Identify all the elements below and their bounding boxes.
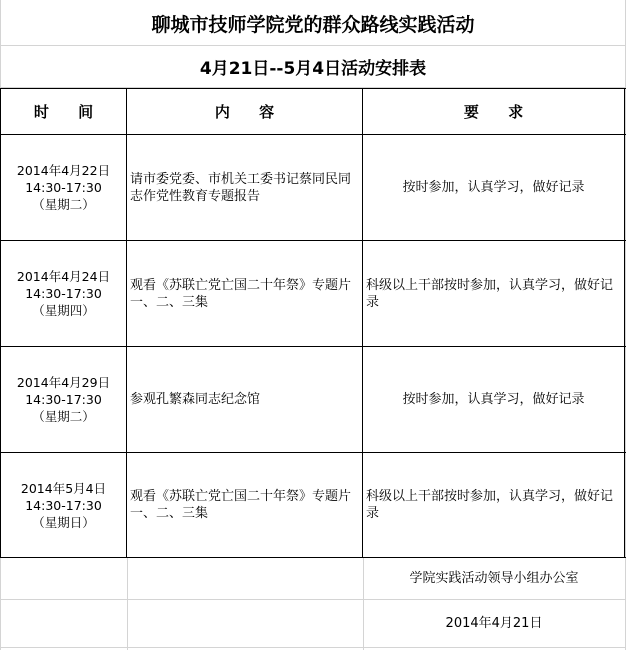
header-requirement: 要 求	[463, 103, 536, 121]
table-row-time	[1, 241, 126, 346]
row-requirement: 科级以上干部按时参加，认真学习，做好记录	[366, 277, 614, 310]
row-content: 观看《苏联亡党亡国二十年祭》专题片一、二、三集	[130, 277, 352, 310]
document-title: 聊城市技师学院党的群众路线实践活动	[151, 14, 475, 36]
row-hours: 14:30-17:30	[25, 497, 102, 513]
document-subtitle: 4月21日--5月4日活动安排表	[199, 59, 427, 79]
row-weekday: （星期日）	[32, 514, 95, 530]
footer-date: 2014年4月21日	[445, 616, 543, 631]
grid-line	[0, 647, 626, 648]
table-row-time	[1, 135, 126, 240]
row-hours: 14:30-17:30	[25, 286, 102, 301]
grid-line	[127, 558, 128, 650]
row-weekday: （星期二）	[32, 197, 95, 212]
row-date: 2014年4月24日	[16, 269, 111, 284]
row-content: 参观孔繁森同志纪念馆	[130, 392, 261, 407]
header-time: 时 间	[33, 103, 106, 121]
header-content: 内 容	[214, 103, 287, 121]
footer-office: 学院实践活动领导小组办公室	[409, 571, 579, 586]
row-date: 2014年5月4日	[20, 480, 107, 496]
table-row-time	[1, 453, 126, 557]
row-content: 请市委党委、市机关工委书记蔡同民同志作党性教育专题报告	[130, 171, 352, 204]
row-weekday: （星期四）	[32, 303, 95, 318]
row-content: 观看《苏联亡党亡国二十年祭》专题片一、二、三集	[130, 489, 352, 521]
row-requirement: 科级以上干部按时参加，认真学习，做好记录	[366, 489, 614, 521]
row-hours: 14:30-17:30	[25, 180, 102, 195]
row-date: 2014年4月22日	[16, 163, 111, 178]
row-date: 2014年4月29日	[16, 375, 111, 390]
row-requirement: 按时参加，认真学习，做好记录	[402, 180, 585, 195]
row-requirement: 按时参加，认真学习，做好记录	[402, 392, 585, 407]
row-hours: 14:30-17:30	[25, 392, 102, 407]
table-row-time	[1, 347, 126, 452]
row-weekday: （星期二）	[32, 409, 95, 424]
table-border	[624, 88, 625, 558]
